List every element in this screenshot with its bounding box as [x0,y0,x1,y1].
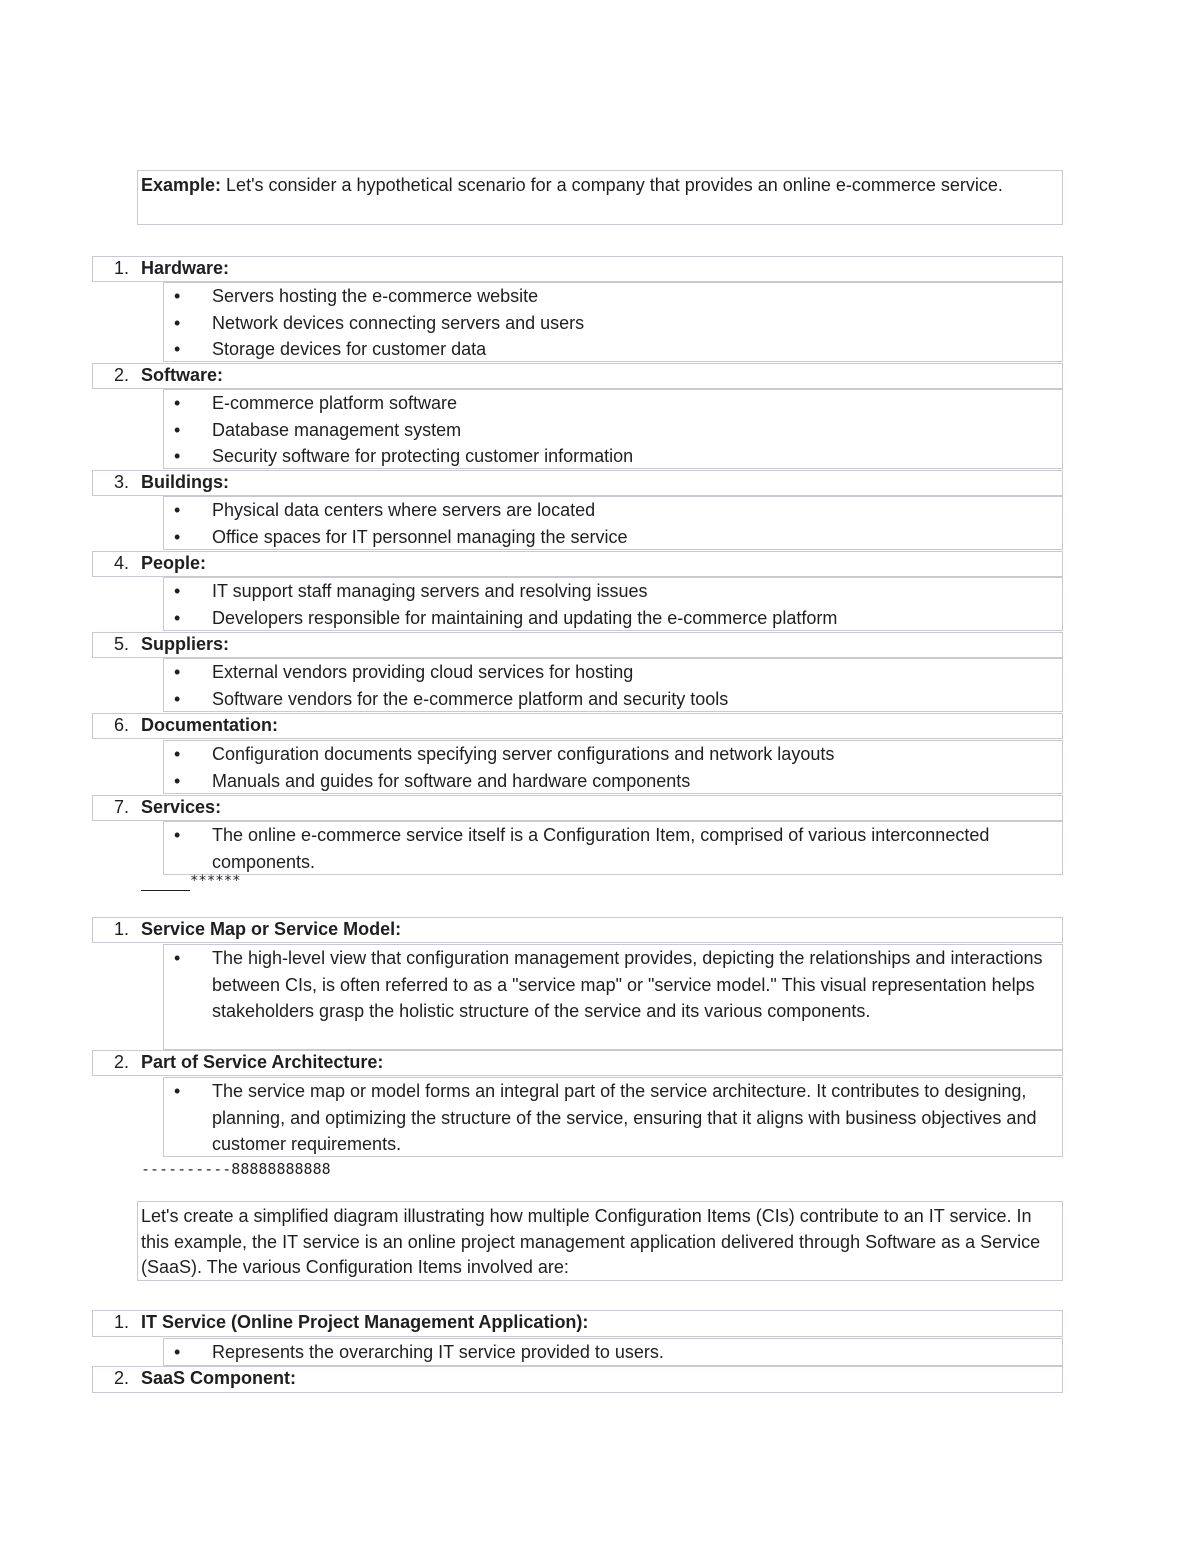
list-item: • Developers responsible for maintaining and updating the e-commerce platform [164,605,1062,632]
section3-heading-1 [92,1310,1063,1337]
section1-items-7 [163,821,1063,875]
list-item: • IT support staff managing servers and resolving issues [164,578,1062,605]
list-item: • Software vendors for the e-commerce platform and security tools [164,686,1062,713]
section1-heading-4 [92,551,1063,577]
heading-software: Software: [141,365,224,385]
heading-it-service: IT Service (Online Project Management Application): [141,1312,589,1332]
intro-paragraph [137,170,1063,225]
list-number: 6. [113,715,129,735]
list-item: • Physical data centers where servers are located [164,497,1062,524]
list-number: 2. [113,1052,129,1072]
heading-documentation: Documentation: [141,715,278,735]
list-number: 3. [113,472,129,492]
list-item: • Security software for protecting customer information [164,443,1062,470]
section3-heading-2 [92,1366,1063,1393]
heading-service-map: Service Map or Service Model: [141,919,402,939]
heading-buildings: Buildings: [141,472,229,492]
section2-items-1 [163,944,1063,1050]
list-item: • The online e-commerce service itself is a Configuration Item, comprised of various interconnected components. [164,822,1062,875]
list-number: 2. [113,1368,129,1388]
list-item: • Manuals and guides for software and hardware components [164,768,1062,795]
heading-suppliers: Suppliers: [141,634,230,654]
diagram-intro-paragraph: Let's create a simplified diagram illustrating how multiple Configuration Items (CIs) contribute to an IT service. In this example, the IT service is an online project management application delivered through Software as a Service (SaaS). The various Configuration Items involved are: [137,1201,1063,1281]
list-item: • Storage devices for customer data [164,336,1062,363]
separator-rule [141,890,190,891]
list-item: • Servers hosting the e-commerce website [164,283,1062,310]
intro-text: Let's consider a hypothetical scenario for a company that provides an online e-commerce service. [221,175,1003,195]
section1-items-2 [163,389,1063,469]
section2-items-2 [163,1077,1063,1157]
list-item: • The high-level view that configuration management provides, depicting the relationships and interactions between CIs, is often referred to as a "service map" or "service model." This visual representation helps stakeholders grasp the holistic structure of the service and its various components. [164,945,1062,1025]
list-item: • Configuration documents specifying server configurations and network layouts [164,741,1062,768]
list-item: • E-commerce platform software [164,390,1062,417]
list-item: • Network devices connecting servers and users [164,310,1062,337]
list-item: • Database management system [164,417,1062,444]
list-number: 1. [113,258,129,278]
list-number: 4. [113,553,129,573]
section2-heading-2 [92,1050,1063,1076]
section1-items-1 [163,282,1063,362]
section1-items-6 [163,740,1063,794]
heading-people: People: [141,553,207,573]
section1-heading-7 [92,795,1063,821]
list-number: 1. [113,1312,129,1332]
list-number: 5. [113,634,129,654]
list-item: • The service map or model forms an integral part of the service architecture. It contributes to designing, planning, and optimizing the structure of the service, ensuring that it aligns with business objectives and customer requirements. [164,1078,1062,1158]
section2-heading-1 [92,917,1063,943]
list-number: 2. [113,365,129,385]
list-number: 7. [113,797,129,817]
heading-hardware: Hardware: [141,258,230,278]
section1-items-3 [163,496,1063,550]
separator-dashes: ----------88888888888 [141,1160,331,1178]
list-number: 1. [113,919,129,939]
intro-label: Example: [141,175,222,195]
heading-service-architecture: Part of Service Architecture: [141,1052,384,1072]
section1-heading-3 [92,470,1063,496]
list-item: • Represents the overarching IT service provided to users. [164,1339,1062,1366]
heading-services: Services: [141,797,222,817]
section1-heading-6 [92,713,1063,739]
section1-heading-2 [92,363,1063,389]
section3-items-1 [163,1338,1063,1366]
list-item: • External vendors providing cloud services for hosting [164,659,1062,686]
list-item: • Office spaces for IT personnel managing the service [164,524,1062,551]
heading-saas-component: SaaS Component: [141,1368,297,1388]
section1-items-4 [163,577,1063,631]
separator-stars: ****** [190,873,241,889]
section1-items-5 [163,658,1063,712]
section1-heading-1 [92,256,1063,282]
section1-heading-5 [92,632,1063,658]
